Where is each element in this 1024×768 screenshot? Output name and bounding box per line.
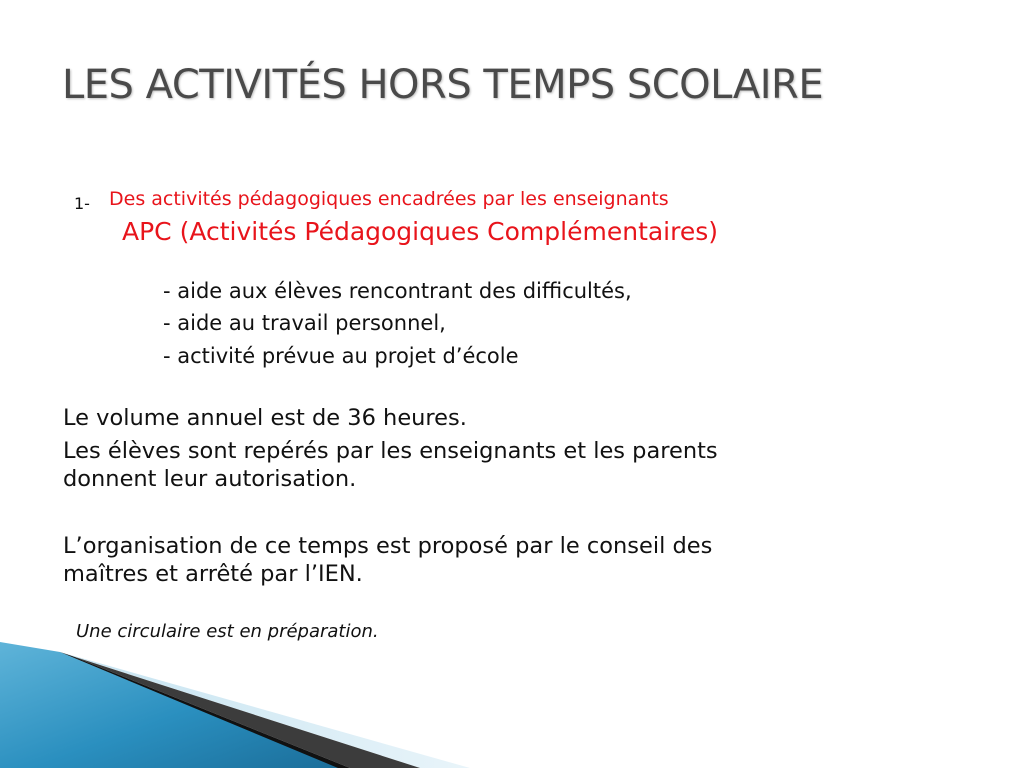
apc-heading: APC (Activités Pédagogiques Complémentaires) bbox=[122, 217, 719, 246]
bullet-item: - activité prévue au projet d’école bbox=[163, 344, 519, 368]
decorative-corner-graphic bbox=[0, 600, 1024, 768]
slide-title: LES ACTIVITÉS HORS TEMPS SCOLAIRE bbox=[62, 62, 824, 108]
bullet-item: - aide aux élèves rencontrant des difficultés, bbox=[163, 279, 632, 303]
bullet-item: - aide au travail personnel, bbox=[163, 311, 446, 335]
note-text: Une circulaire est en préparation. bbox=[76, 621, 379, 642]
section-number: 1- bbox=[74, 194, 90, 213]
paragraph-students-line2: donnent leur autorisation. bbox=[63, 466, 357, 492]
paragraph-students-line1: Les élèves sont repérés par les enseignants et les parents bbox=[63, 438, 718, 464]
paragraph-organisation-line2: maîtres et arrêté par l’IEN. bbox=[63, 561, 363, 587]
blue-wedge bbox=[0, 642, 340, 768]
section-heading: Des activités pédagogiques encadrées par les enseignants bbox=[109, 188, 669, 210]
paragraph-organisation-line1: L’organisation de ce temps est proposé par le conseil des bbox=[63, 533, 713, 559]
paragraph-volume: Le volume annuel est de 36 heures. bbox=[63, 405, 467, 431]
